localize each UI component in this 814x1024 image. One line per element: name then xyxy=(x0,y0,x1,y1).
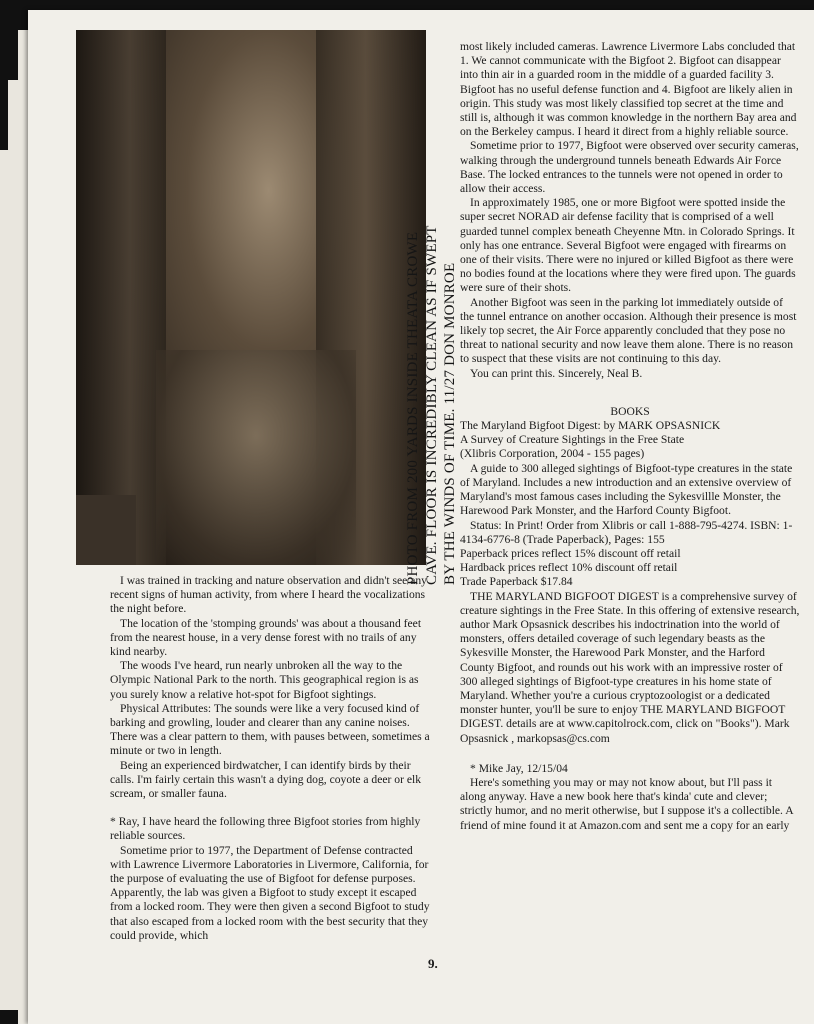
paragraph: Being an experienced birdwatcher, I can identify birds by their calls. I'm fairly certain this wasn't a dying dog, coyote a deer or elk scream, or smaller fauna. xyxy=(110,758,421,801)
paragraph: Another Bigfoot was seen in the parking lot immediately outside of the tunnel entrance on another occasion. Although their presence is most likely top secret, the Air Force apparently concluded that they pose no threat to national security and now leave them alone. There is no reason to suspect that these visits are not continuing to this day. xyxy=(460,295,797,366)
paragraph: You can print this. Sincerely, Neal B. xyxy=(470,366,643,380)
section-heading: BOOKS xyxy=(610,404,650,418)
cave-floor xyxy=(156,350,356,565)
paragraph: * Ray, I have heard the following three Bigfoot stories from highly reliable sources. xyxy=(110,815,421,843)
paragraph: Sometime prior to 1977, the Department of Defense contracted with Lawrence Livermore Laboratories in Livermore, California, for the purpose of evaluating the use of Bigfoot for defense purposes. Apparently, the lab was given a Bigfoot to study except it escaped from a locked room. They were then given a second Bigfoot to study that also escaped from a locked room with the best security that they could provide, which xyxy=(110,843,430,942)
cave-wall-left xyxy=(76,30,166,565)
book-subtitle: A Survey of Creature Sightings in the Free State xyxy=(460,433,685,447)
paragraph: Here's something you may or may not know about, but I'll pass it along anyway. Have a new book here that's kinda' cute and clever; strictly humor, and no merit otherwise, but I suppose it's a collectible. A friend of mine found it at Amazon.com and sent me a copy for an early xyxy=(460,775,793,832)
left-column xyxy=(110,574,430,943)
newsletter-page xyxy=(28,10,814,1024)
paragraph: THE MARYLAND BIGFOOT DIGEST is a comprehensive survey of creature sightings in the Free State. In this offering of extensive research, author Mark Opsasnick describes his indoctrination into the world of monsters, offers detailed coverage of such legendary beasts as the Sykesville Monster, the Harewood Park Monster, and the Harford County Bigfoot, and rounds out his work with an impressive roster of 300 alleged sightings of Bigfoot-type creatures in his home state of Maryland. Whether you're a curious cryptozoologist or a dedicated monster hunter, you'll be sure to enjoy THE MARYLAND BIGFOOT DIGEST. details are at www.capitolrock.com, click on "Books"). Mark Opsasnick , markopsas@cs.com xyxy=(460,589,800,745)
book-publisher: (Xlibris Corporation, 2004 - 155 pages) xyxy=(460,447,645,461)
caption-line: BY THE WINDS OF TIME. 11/27 DON MONROE xyxy=(442,262,458,585)
caption-line: PHOTO FROM 200 YARDS INSIDE THEATA CROWE xyxy=(405,231,421,585)
paragraph: I was trained in tracking and nature observation and didn't see any recent signs of human activity, from where I heard the vocalizations the night before. xyxy=(110,574,427,616)
paragraph: A guide to 300 alleged sightings of Bigfoot-type creatures in the state of Maryland. Includes a new introduction and an extensive overview of Maryland's most famous cases including the Sykesvillle Monster, the Harewood Park Monster, and the Harford County Bigfoot. xyxy=(460,461,793,518)
paragraph: Status: In Print! Order from Xlibris or call 1-888-795-4274. ISBN: 1-4134-6776-8 (Trade Paperback), Pages: 155 xyxy=(460,518,793,546)
price-note: Hardback prices reflect 10% discount off retail xyxy=(460,561,678,575)
paragraph: Physical Attributes: The sounds were like a very focused kind of barking and growling, louder and clearer than any canine noises. There was a clear pattern to them, with pauses between, sometimes a minute or two in length. xyxy=(110,701,430,758)
right-column xyxy=(460,40,800,833)
page-number: 9. xyxy=(428,956,438,971)
paragraph: Sometime prior to 1977, Bigfoot were observed over security cameras, walking through the underground tunnels beneath Edwards Air Force Base. The locked entrances to the tunnels were not opened in order to allow their access. xyxy=(460,139,799,196)
price-note: Trade Paperback $17.84 xyxy=(460,575,573,589)
paragraph: In approximately 1985, one or more Bigfoot were spotted inside the super secret NORAD air defense facility that is comprised of a well guarded tunnel complex beneath Cheyenne Mtn. in Colorado Springs. It only has one entrance. Several Bigfoot were engaged with firearms on one of their visits. There were no injured or killed Bigfoot as there were no bodies found at the locations where they were fired upon. The guards were sure of their shots. xyxy=(460,196,796,295)
paragraph: most likely included cameras. Lawrence Livermore Labs concluded that 1. We cannot communicate with the Bigfoot 2. Bigfoot can disappear into thin air in a guarded room in the middle of a guarded facility 3. Bigfoot has no useful defense function and 4. Bigfoot are likely alien in origin. This study was most likely classified top secret at the time and still is, although it was common knowledge in the northern Bay area and on the Berkeley campus. I heard it direct from a highly reliable source. xyxy=(460,40,797,139)
paragraph: The woods I've heard, run nearly unbroken all the way to the Olympic National Park to the north. This geographical region is as you surely know a relative hot-spot for Bigfoot sightings. xyxy=(110,659,419,701)
paragraph: The location of the 'stomping grounds' was about a thousand feet from the nearest house, in a very dense forest with no trails of any kind nearby. xyxy=(110,616,422,659)
cave-photo xyxy=(76,30,426,565)
rock-slab xyxy=(76,495,136,565)
caption-line: CAVE. FLOOR IS INCREDIBLY CLEAN AS IF SWEPT xyxy=(423,225,440,585)
price-note: Paperback prices reflect 15% discount off retail xyxy=(460,546,681,560)
photo-caption xyxy=(404,45,460,585)
paragraph: * Mike Jay, 12/15/04 xyxy=(470,761,568,775)
book-title: The Maryland Bigfoot Digest: by MARK OPSASNICK xyxy=(460,419,721,433)
